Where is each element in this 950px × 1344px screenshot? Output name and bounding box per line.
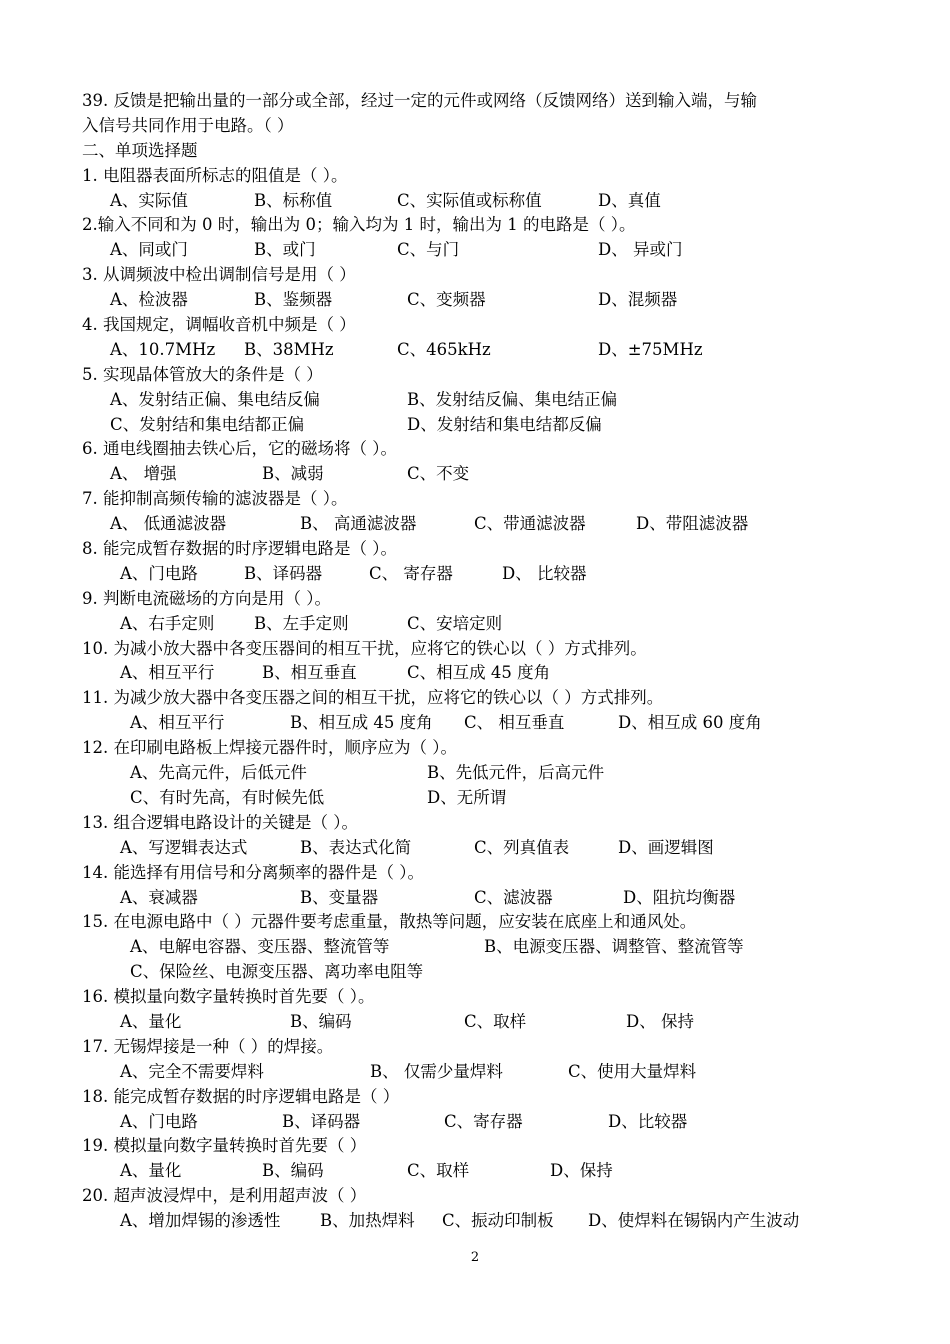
option-choice: D、使焊料在锡锅内产生波动 [588,1211,800,1231]
option-choice: D、保持 [550,1161,613,1181]
option-choice: A、门电路 [120,1111,198,1131]
options-row [82,786,882,811]
question-line: 入信号共同作用于电路。（ ） [82,115,294,135]
option-choice: B、译码器 [282,1111,361,1131]
option-choice: A、写逻辑表达式 [120,837,248,857]
option-choice: A、相互平行 [130,713,225,733]
options-row [82,1110,882,1135]
option-choice: D、画逻辑图 [618,837,714,857]
option-choice: D、真值 [598,190,661,210]
options-row [82,562,882,587]
option-choice: C、使用大量焊料 [568,1061,697,1081]
question-line: 2.输入不同和为 0 时，输出为 0；输入均为 1 时，输出为 1 的电路是（ ）。 [82,215,636,235]
options-row [82,288,882,313]
option-choice: A、完全不需要焊料 [120,1061,264,1081]
option-choice: D、±75MHz [598,339,703,359]
question-line: 8. 能完成暂存数据的时序逻辑电路是（ ）。 [82,539,397,559]
option-choice: A、增加焊锡的渗透性 [120,1211,281,1231]
option-choice: B、发射结反偏、集电结正偏 [407,389,618,409]
option-choice: C、滤波器 [474,887,553,907]
option-choice: A、量化 [120,1161,182,1181]
option-choice: D、无所谓 [427,787,507,807]
question-line: 18. 能完成暂存数据的时序逻辑电路是（ ） [82,1086,400,1106]
question-line: 19. 模拟量向数字量转换时首先要（ ） [82,1136,367,1156]
options-row [82,1010,882,1035]
option-choice: C、取样 [407,1161,470,1181]
options-row [82,413,882,438]
options-row [82,1060,882,1085]
option-choice: A、量化 [120,1011,182,1031]
option-choice: D、比较器 [608,1111,688,1131]
option-choice: B、 仅需少量焊料 [370,1061,503,1081]
question-line: 15. 在电源电路中（ ）元器件要考虑重量，散热等问题，应安装在底座上和通风处。 [82,912,697,932]
option-choice: C、寄存器 [444,1111,523,1131]
option-choice: A、右手定则 [120,613,215,633]
option-choice: A、10.7MHz [110,339,216,359]
question-line: 1. 电阻器表面所标志的阻值是（ ）。 [82,165,348,185]
options-row [82,462,882,487]
option-choice: B、编码 [262,1161,324,1181]
option-choice: B、减弱 [262,464,324,484]
option-choice: B、标称值 [254,190,333,210]
option-choice: A、电解电容器、变压器、整流管等 [130,937,390,957]
option-choice: D、 异或门 [598,240,683,260]
option-choice: D、混频器 [598,290,678,310]
option-choice: D、 比较器 [502,563,587,583]
option-choice: B、加热焊料 [320,1211,415,1231]
option-choice: C、列真值表 [474,837,570,857]
option-choice: C、振动印制板 [442,1211,554,1231]
question-line: 11. 为减少放大器中各变压器之间的相互干扰，应将它的铁心以（ ）方式排列。 [82,688,664,708]
question-line: 4. 我国规定，调幅收音机中频是（ ） [82,315,356,335]
question-line: 7. 能抑制高频传输的滤波器是（ ）。 [82,489,348,509]
option-choice: A、门电路 [120,563,198,583]
options-row [82,1159,882,1184]
option-choice: D、发射结和集电结都反偏 [407,414,602,434]
option-choice: B、相互垂直 [262,663,357,683]
option-choice: C、取样 [464,1011,527,1031]
options-row [82,388,882,413]
options-row [82,189,882,214]
option-choice: B、译码器 [244,563,323,583]
question-line: 12. 在印刷电路板上焊接元器件时，顺序应为（ ）。 [82,738,457,758]
options-row [82,1209,882,1234]
option-choice: D、相互成 60 度角 [618,713,762,733]
option-choice: A、检波器 [110,290,188,310]
options-row [82,661,882,686]
option-choice: D、带阻滤波器 [636,514,749,534]
question-line: 39. 反馈是把输出量的一部分或全部，经过一定的元件或网络（反馈网络）送到输入端，与输 [82,91,757,110]
question-line: 6. 通电线圈抽去铁心后，它的磁场将（ ）。 [82,439,397,459]
option-choice: C、465kHz [397,339,491,359]
option-choice: B、编码 [290,1011,352,1031]
options-row [82,612,882,637]
option-choice: C、带通滤波器 [474,514,586,534]
option-choice: A、实际值 [110,190,188,210]
question-line: 13. 组合逻辑电路设计的关键是（ ）。 [82,812,358,832]
options-row [82,761,882,786]
question-line: 10. 为减小放大器中各变压器间的相互干扰，应将它的铁心以（ ）方式排列。 [82,638,647,658]
option-choice: A、发射结正偏、集电结反偏 [110,389,320,409]
option-choice: A、同或门 [110,240,188,260]
options-row [82,836,882,861]
question-line: 5. 实现晶体管放大的条件是（ ） [82,364,323,384]
option-choice: B、先低元件，后高元件 [427,763,605,783]
option-choice: B、 高通滤波器 [300,514,417,534]
option-choice: B、变量器 [300,887,379,907]
options-row [82,960,882,985]
option-choice: C、保险丝、电源变压器、离功率电阻等 [130,962,424,982]
option-choice: A、 低通滤波器 [110,514,227,534]
options-row [82,711,882,736]
option-choice: B、鉴频器 [254,290,333,310]
option-choice: A、相互平行 [120,663,215,683]
question-line: 3. 从调频波中检出调制信号是用（ ） [82,265,356,285]
option-choice: B、电源变压器、调整管、整流管等 [484,937,744,957]
options-row [82,338,882,363]
option-choice: B、或门 [254,240,316,260]
option-choice: B、左手定则 [254,613,349,633]
option-choice: C、实际值或标称值 [397,190,542,210]
options-row [82,886,882,911]
options-row [82,512,882,537]
option-choice: B、38MHz [244,339,334,359]
option-choice: C、与门 [397,240,460,260]
question-line: 14. 能选择有用信号和分离频率的器件是（ ）。 [82,862,424,882]
option-choice: A、衰减器 [120,887,198,907]
option-choice: C、 相互垂直 [464,713,565,733]
question-list [82,89,882,1234]
option-choice: D、 保持 [626,1011,694,1031]
options-row [82,238,882,263]
options-row [82,935,882,960]
question-line: 16. 模拟量向数字量转换时首先要（ ）。 [82,987,375,1007]
option-choice: C、安培定则 [407,613,503,633]
section-heading: 二、单项选择题 [82,140,198,160]
question-line: 17. 无锡焊接是一种（ ）的焊接。 [82,1036,334,1056]
option-choice: A、 增强 [110,464,177,484]
page-number: 2 [470,1250,480,1265]
option-choice: C、 寄存器 [369,563,453,583]
option-choice: C、不变 [407,464,470,484]
option-choice: C、相互成 45 度角 [407,663,551,683]
question-line: 20. 超声波浸焊中，是利用超声波（ ） [82,1186,367,1206]
option-choice: A、先高元件，后低元件 [130,763,307,783]
option-choice: C、变频器 [407,290,486,310]
option-choice: B、表达式化简 [300,837,412,857]
option-choice: B、相互成 45 度角 [290,713,433,733]
option-choice: D、阻抗均衡器 [623,887,736,907]
question-line: 9. 判断电流磁场的方向是用（ ）。 [82,588,331,608]
option-choice: C、发射结和集电结都正偏 [110,414,305,434]
option-choice: C、有时先高，有时候先低 [130,787,325,807]
